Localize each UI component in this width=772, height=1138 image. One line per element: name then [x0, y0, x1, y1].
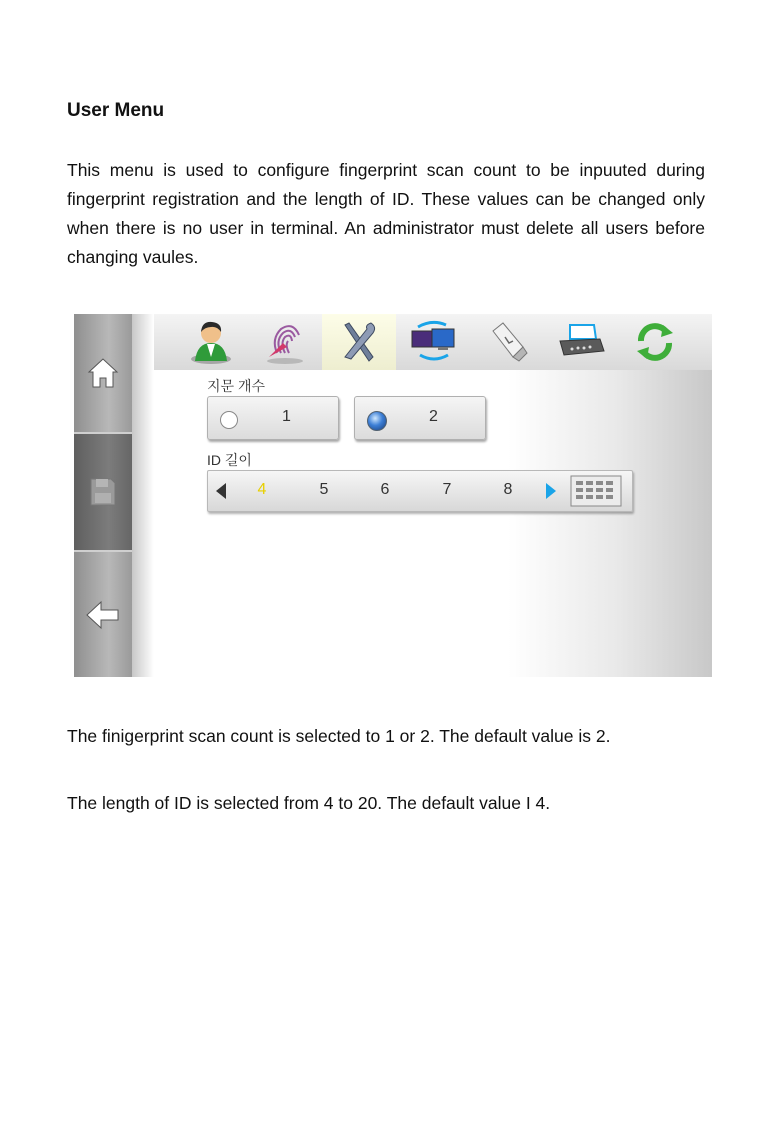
id-option-6[interactable]: 6: [380, 481, 390, 498]
id-length-selector: [207, 470, 633, 512]
back-button[interactable]: [74, 552, 132, 677]
id-option-4[interactable]: 4: [257, 481, 267, 498]
toolbar-network-button[interactable]: [396, 314, 470, 370]
id-option-8[interactable]: 8: [503, 481, 513, 498]
toolbar-refresh-button[interactable]: [618, 314, 692, 370]
save-icon: [88, 476, 118, 508]
back-arrow-icon: [85, 600, 121, 630]
top-toolbar: [154, 314, 712, 370]
intro-paragraph: This menu is used to configure fingerprint scan count to be inpuuted during fingerprint registration and the length of ID. These values can be changed only when there is no user in terminal. An administrator must delete all users before changing vaules.: [67, 160, 705, 267]
toolbar-user-button[interactable]: [174, 314, 248, 370]
radio-unselected: [220, 411, 238, 429]
toolbar-usb-button[interactable]: [470, 314, 544, 370]
usb-icon: [485, 319, 529, 365]
toolbar-printer-button[interactable]: [544, 314, 618, 370]
network-icon: [408, 319, 458, 365]
printer-icon: [556, 319, 606, 365]
home-icon: [86, 356, 120, 390]
sidebar: [74, 314, 132, 677]
id-option-5[interactable]: 5: [319, 481, 329, 498]
home-button[interactable]: [74, 314, 132, 432]
page-heading: User Menu: [67, 100, 165, 121]
scan-count-label: 지문 개수: [207, 378, 265, 394]
toolbar-fingerprint-button[interactable]: [248, 314, 322, 370]
id-length-paragraph: The length of ID is selected from 4 to 20. The default value I 4.: [67, 793, 551, 813]
scan-count-option-1[interactable]: 1: [207, 396, 339, 440]
id-option-7[interactable]: 7: [442, 481, 452, 498]
id-length-label: ID 길이: [207, 452, 252, 468]
device-screen: [74, 314, 712, 677]
scan-count-option-2[interactable]: 2: [354, 396, 486, 440]
refresh-icon: [633, 319, 677, 365]
fingerprint-icon: [263, 319, 307, 365]
keypad-icon[interactable]: [570, 475, 622, 507]
arrow-left-icon[interactable]: [214, 481, 228, 501]
tools-icon: [337, 319, 381, 365]
toolbar-tools-button[interactable]: [322, 314, 396, 370]
scan-count-paragraph: The finigerprint scan count is selected to 1 or 2. The default value is 2.: [67, 726, 611, 746]
save-button[interactable]: [74, 434, 132, 550]
arrow-right-icon[interactable]: [544, 481, 558, 501]
user-icon: [189, 319, 233, 365]
radio-selected: [367, 411, 387, 431]
